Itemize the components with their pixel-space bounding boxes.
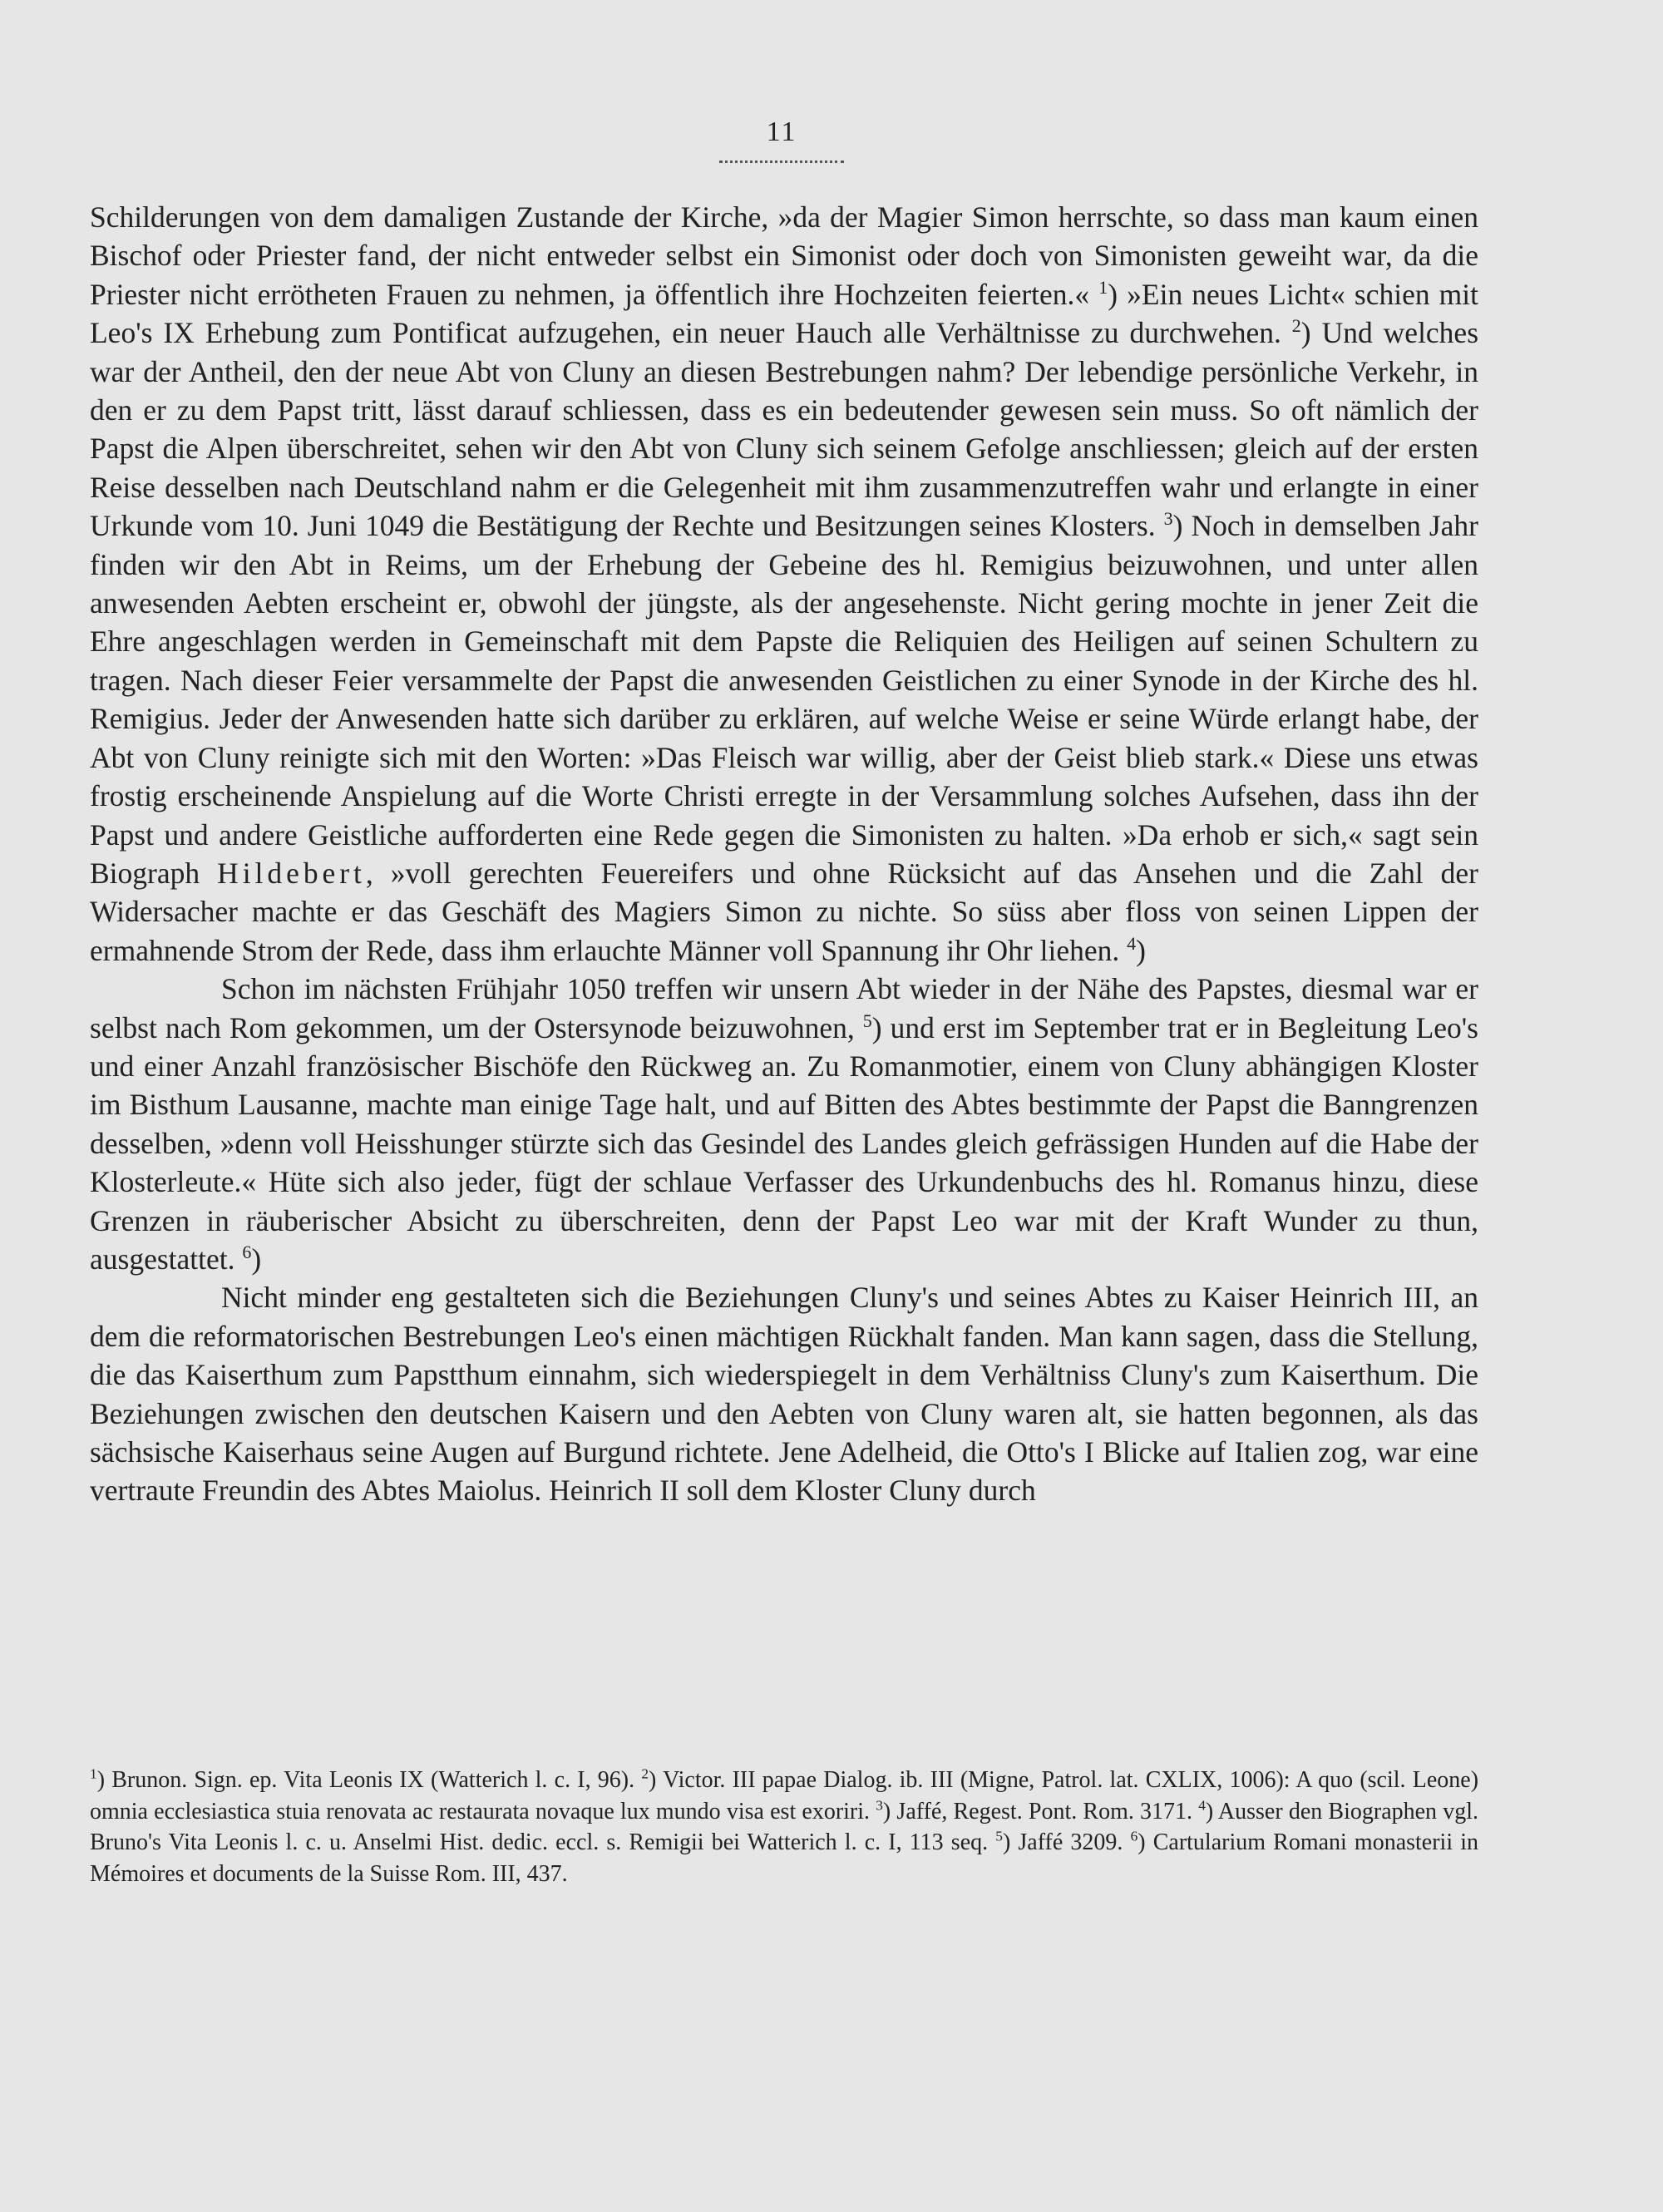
text-run: Schilderungen von dem damaligen Zustande der Kirche, »da der Magier Simon herrschte, so dass man kaum einen Bischof oder Priester fand, der nicht entweder selbst ein Simonist oder doch von Simonisten geweiht war, da die Priester nicht errötheten Frauen zu nehmen, ja öffentlich ihre Hochzeiten feierten.« bbox=[90, 200, 1478, 311]
text-run: ) Noch in demselben Jahr finden wir den Abt in Reims, um der Erhebung der Gebeine des hl. Remigius beizuwohnen, und unter allen anwesenden Aebten erscheint er, obwohl der jüngste, als der angesehenste. Nicht gering mochte in jener Zeit die Ehre angeschlagen werden in Gemeinschaft mit dem Papste die Reliquien des Heiligen auf seinen Schultern zu tragen. Nach dieser Feier versammelte der Papst die anwesenden Geistlichen zu einer Synode in der Kirche des hl. Remigius. Jeder der Anwesenden hatte sich darüber zu erklären, auf welche Weise er seine Würde erlangt habe, der Abt von Cluny reinigte sich mit den Worten: »Das Fleisch war willig, aber der Geist blieb stark.« Diese uns etwas frostig erscheinende Anspielung auf die Worte Christi erregte in der Versammlung solches Aufsehen, dass ihn der Papst und andere Geistliche aufforderten eine Rede gegen die Simonisten zu halten. »Da erhob er sich,« sagt sein Biograph bbox=[90, 509, 1478, 890]
text-run: ) bbox=[1136, 933, 1146, 967]
footnote-marker: 5 bbox=[862, 1010, 872, 1031]
text-run: , »voll gerechten Feuereifers und ohne Rücksicht auf das Ansehen und die Zahl der Widersacher machte er das Geschäft des Magiers Simon zu nichte. So süss aber floss von seinen Lippen der ermahnende Strom der Rede, dass ihm erlauchte Männer voll Spannung ihr Ohr liehen. bbox=[90, 856, 1479, 967]
text-run: ) und erst im September trat er in Begleitung Leo's und einer Anzahl französischer Bischöfe den Rückweg an. Zu Romanmotier, einem von Cluny abhängigen Kloster im Bisthum Lausanne, machte man einige Tage halt, und auf Bitten des Abtes bestimmte der Papst die Banngrenzen desselben, »denn voll Heisshunger stürzte sich das Gesindel des Landes gleich gefrässigen Hunden auf die Habe der Klosterleute.« Hüte sich also jeder, fügt der schlaue Verfasser des Urkundenbuchs des hl. Romanus hinzu, diese Grenzen in räuberischer Absicht zu überschreiten, denn der Papst Leo war mit der Kraft Wunder zu thun, ausgestattet. bbox=[90, 1010, 1479, 1276]
page-number: 11 bbox=[766, 116, 797, 147]
footnote-6: ) Cartularium Romani monasterii in Mémoires et documents de la Suisse Rom. III, 437. bbox=[90, 1829, 1479, 1887]
footnote-3: ) Jaffé, Regest. Pont. Rom. 3171. bbox=[882, 1798, 1193, 1824]
footnote-block bbox=[90, 1765, 1478, 1889]
text-run: ) »Ein neues Licht« schien mit Leo's IX Erhebung zum Pontificat aufzugehen, ein neuer Hauch alle Verhältnisse zu durchwehen. bbox=[90, 277, 1478, 350]
paragraph-1 bbox=[90, 198, 1478, 970]
footnote-marker: 1 bbox=[90, 1765, 97, 1782]
footnote-4: ) Ausser den Biographen vgl. Bruno's Vita Leonis l. c. u. Anselmi Hist. dedic. eccl. s. Remigii bei Watterich l. c. I, 113 seq. bbox=[90, 1798, 1479, 1855]
paragraph-3 bbox=[90, 1278, 1478, 1509]
text-run: ) Und welches war der Antheil, den der neue Abt von Cluny an diesen Bestrebungen nahm? Der lebendige persönliche Verkehr, in den er zu dem Papst tritt, lässt darauf schliessen, dass es ein bedeutender gewesen sein muss. So oft nämlich der Papst die Alpen überschreitet, sehen wir den Abt von Cluny sich seinem Gefolge anschliessen; gleich auf der ersten Reise desselben nach Deutschland nahm er die Gelegenheit mit ihm zusammenzutreffen wahr und erlangte in einer Urkunde vom 10. Juni 1049 die Bestätigung der Rechte und Besitzungen seines Klosters. bbox=[90, 316, 1479, 543]
footnote-marker: 2 bbox=[1291, 315, 1301, 337]
footnote-1: ) Brunon. Sign. ep. Vita Leonis IX (Watterich l. c. I, 96). bbox=[96, 1767, 635, 1793]
footnote-5: ) Jaffé 3209. bbox=[1002, 1829, 1123, 1855]
footnote-marker: 3 bbox=[876, 1797, 883, 1814]
text-run: Nicht minder eng gestalteten sich die Beziehungen Cluny's und seines Abtes zu Kaiser Heinrich III, an dem die reformatorischen Bestrebungen Leo's einen mächtigen Rückhalt fanden. Man kann sagen, dass die Stellung, die das Kaiserthum zum Papstthum einnahm, sich wiederspiegelt in dem Verhältniss Cluny's zum Kaiserthum. Die Beziehungen zwischen den deutschen Kaisern und den Aebten von Cluny waren alt, sie hatten begonnen, als das sächsische Kaiserhaus seine Augen auf Burgund richtete. Jene Adelheid, die Otto's I Blicke auf Italien zog, war eine vertraute Freundin des Abtes Maiolus. Heinrich II soll dem Kloster Cluny durch bbox=[90, 1281, 1478, 1508]
footnote-marker: 2 bbox=[641, 1765, 649, 1782]
paragraph-2 bbox=[90, 970, 1478, 1278]
footnotes bbox=[90, 1765, 1478, 1889]
text-run: Schon im nächsten Frühjahr 1050 treffen wir unsern Abt wieder in der Nähe des Papstes, diesmal war er selbst nach Rom gekommen, um der Ostersynode beizuwohnen, bbox=[90, 972, 1478, 1044]
footnote-marker: 4 bbox=[1127, 932, 1137, 954]
footnote-marker: 1 bbox=[1098, 276, 1108, 298]
biographer-name: Hildebert bbox=[217, 856, 366, 890]
footnote-marker: 6 bbox=[1130, 1828, 1138, 1844]
footnote-marker: 6 bbox=[242, 1242, 252, 1263]
main-text bbox=[90, 198, 1478, 1510]
footnote-marker: 5 bbox=[995, 1828, 1003, 1844]
page-number-divider bbox=[719, 160, 844, 163]
footnote-marker: 4 bbox=[1198, 1797, 1206, 1814]
footnote-2: ) Victor. III papae Dialog. ib. III (Migne, Patrol. lat. CXLIX, 1006): A quo (scil. Leone) omnia ecclesiastica stuia renovata ac restaurata novaque lux mundo visa est exoriri. bbox=[90, 1767, 1479, 1824]
footnote-marker: 3 bbox=[1163, 508, 1173, 530]
text-run: ) bbox=[251, 1242, 262, 1276]
